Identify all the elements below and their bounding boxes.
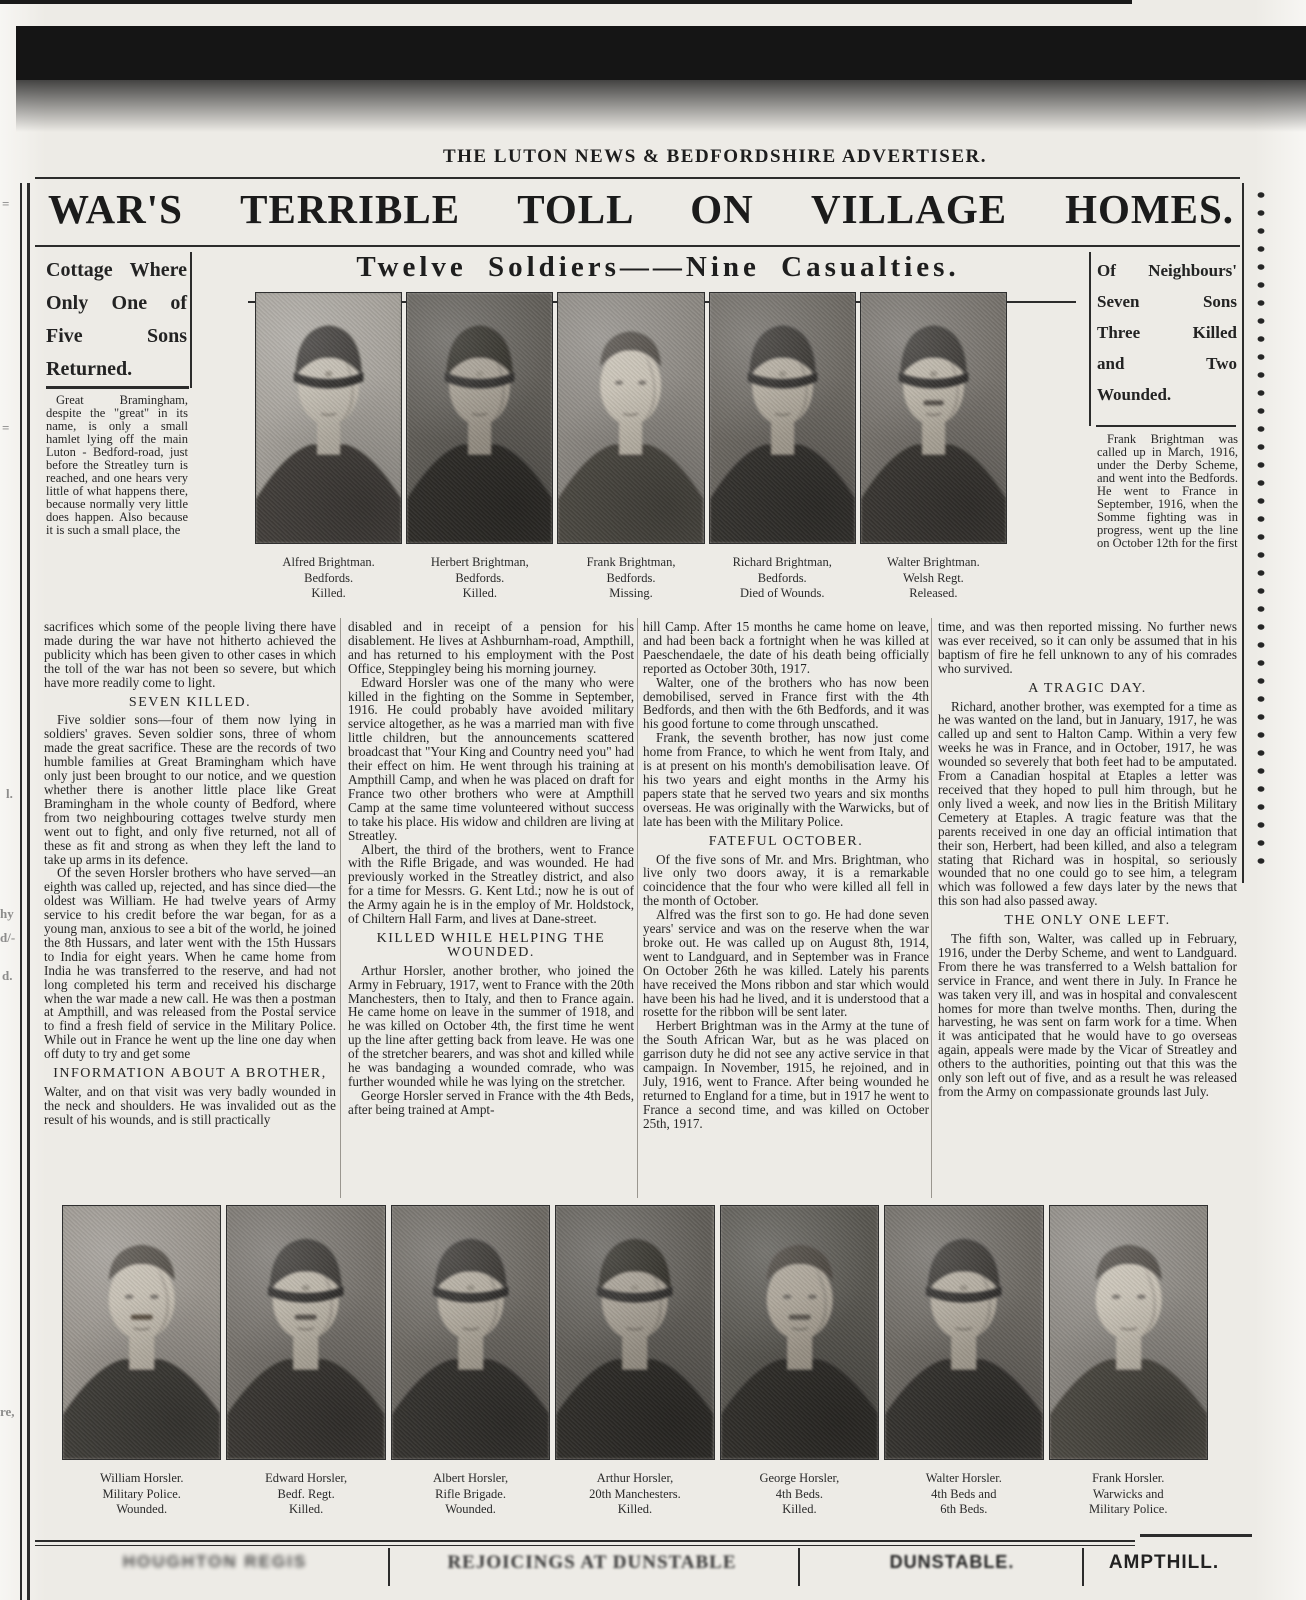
right-header-line: Seven Sons (1097, 292, 1237, 311)
photo-albert-horsler (391, 1205, 550, 1518)
crosshead: KILLED WHILE HELPING THE WOUNDED. (376, 930, 606, 960)
crosshead: SEVEN KILLED. (128, 694, 252, 710)
divider (1096, 425, 1236, 427)
portrait-photo (1049, 1205, 1208, 1460)
masthead-title: THE LUTON NEWS & BEDFORDSHIRE ADVERTISER. (442, 146, 988, 167)
left-frame-rule (20, 183, 22, 1600)
paragraph: Richard, another brother, was exempted for a time as he was wanted on the land, but in January, 1917, he was called up and sent to Halton Camp. Within a very few weeks he was in France, and in October, 1917, he was wounded so severely that both feet had to be amputated. From a Canadian hospital at Etaples a letter was received that they hoped to pull him through, but he only lived a week, and now lies in the British Military Cemetery at Etaples. A tragic feature was that the parents received in one day an official intimation that their son, Herbert, had been killed, and also a telegram stating that Richard was in hospital, so seriously wounded that no one could go to see him, a telegram which was followed a few days later by the news that this son had also passed away. (938, 698, 1237, 909)
paragraph: Albert, the third of the brothers, went to France with the Rifle Brigade, and was wounded. He had previously worked in the Streatley district, and also for a time for Messrs. G. Kent Ltd.; now he is out of the Army again he is in the employ of Mr. Holdstock, of Chiltern Hall Farm, and lives at Dane-street. (348, 841, 634, 927)
left-panel-header (46, 254, 187, 386)
photo-caption (226, 1471, 385, 1518)
caption-status: Released. (909, 586, 958, 600)
crosshead: THE ONLY ONE LEFT. (1004, 913, 1171, 929)
portrait-photo (391, 1205, 550, 1460)
next-headline-blurred: HOUGHTON REGIS (122, 1552, 308, 1571)
left-header-line: Returned. (46, 358, 133, 380)
portrait-photo (884, 1205, 1043, 1460)
photo-caption (884, 1471, 1043, 1518)
paragraph: George Horsler served in France with the 4th Beds, after being trained at Ampt- (348, 1087, 634, 1117)
photo-frank-horsler (1049, 1205, 1208, 1518)
caption-status: Killed. (617, 1502, 653, 1516)
binding-perforation-dots (1249, 186, 1275, 876)
caption-unit: Welsh Regt. (903, 570, 964, 585)
photo-walter-brightman (860, 292, 1007, 602)
margin-bleed-mark: d/- (0, 930, 16, 945)
photo-edward-horsler (226, 1205, 385, 1518)
paragraph: Walter, and on that visit was very badly wounded in the neck and shoulders. He was invalided out as the result of his wounds, and is still practically (44, 1084, 336, 1127)
portrait-photo (709, 292, 856, 544)
article-column-3 (643, 620, 929, 1198)
left-header-line: Only One of (46, 292, 187, 314)
divider (190, 252, 192, 388)
caption-unit: 20th Manchesters. (589, 1486, 681, 1501)
photo-caption (406, 555, 553, 602)
caption-status: Military Police. (1089, 1502, 1168, 1516)
paragraph: The fifth son, Walter, was called up in February, 1916, under the Derby Scheme, and went to Landguard. From there he was transferred to a Welsh battalion for service in France, and went there in July. In France he was taken very ill, and was in hospital and convalescent homes for more than twelve months. Then, during the harvesting, he was sent on farm work for a time. When it was anticipated that he would have to go overseas again, appeals were made by the Vicar of Streatley and others to the authorities, pointing out that this was the only son left out of five, and as a result he was released from the Army on compassionate grounds last July. (938, 931, 1237, 1099)
scan-bar-fade (16, 80, 1306, 132)
caption-unit: Rifle Brigade. (435, 1486, 506, 1501)
caption-name: Herbert Brightman, (430, 555, 529, 569)
crosshead: INFORMATION ABOUT A BROTHER, (53, 1066, 327, 1082)
portrait-photo (557, 292, 704, 544)
margin-bleed-mark: l. (6, 786, 13, 801)
portrait-photo (406, 292, 553, 544)
caption-name: Frank Horsler. (1092, 1471, 1165, 1485)
caption-status: Killed. (288, 1502, 324, 1516)
photo-caption (1049, 1471, 1208, 1518)
paragraph: Frank, the seventh brother, has now just come home from France, to which he went from Italy, and is at present on his month's demobilisation leave. Of his two years and eight months in the Army his papers state that he served two years and six months overseas. He was originally with the Warwicks, but of late has been with the Military Police. (643, 730, 929, 829)
divider (35, 1545, 1135, 1546)
crosshead: A TRAGIC DAY. (1028, 680, 1147, 696)
left-header-line: Cottage Where (46, 259, 187, 281)
caption-unit: Bedfords. (304, 570, 354, 585)
photo-walter-horsler (884, 1205, 1043, 1518)
divider (1089, 252, 1091, 426)
photo-caption (62, 1471, 221, 1518)
column-rule (637, 618, 638, 1198)
column-rule (1082, 1548, 1084, 1586)
portrait-photo (555, 1205, 714, 1460)
margin-bleed-mark: re, (0, 1404, 15, 1419)
caption-status: Wounded. (445, 1502, 496, 1516)
column-rule (798, 1548, 800, 1586)
portrait-photo (226, 1205, 385, 1460)
column-rule (340, 618, 341, 1198)
portrait-photo (255, 292, 402, 544)
margin-bleed-mark: d. (2, 968, 13, 983)
caption-name: Alfred Brightman. (282, 555, 375, 569)
caption-name: Walter Brightman. (887, 555, 980, 569)
next-headline-rejoicings: REJOICINGS AT DUNSTABLE (447, 1552, 737, 1573)
paragraph: Great Bramingham, despite the "great" in its name, is only a small hamlet lying off the main Luton - Bedford-road, just before the Streatley turn is reached, and one hears very little of what happens there, because normally very little does happen. Also because it is such a small place, the (46, 394, 188, 537)
paragraph: disabled and in receipt of a pension for his disablement. He lives at Ashburnham-road, Ampthill, and has returned to his employment with the Post Office, Steppingley being his morning journey. (348, 620, 634, 676)
caption-name: George Horsler, (759, 1471, 840, 1485)
left-header-line: Five Sons (46, 325, 187, 347)
right-header-line: Three Killed (1097, 323, 1237, 342)
caption-name: Walter Horsler. (925, 1471, 1002, 1485)
photo-herbert-brightman (406, 292, 553, 602)
paragraph: hill Camp. After 15 months he came home on leave, and had been back a fortnight when he was killed at Paeschendaele, the date of his death being officially reported as October 30th, 1917. (643, 620, 929, 676)
caption-status: 6th Beds. (940, 1502, 988, 1516)
right-panel-header (1097, 255, 1237, 410)
paragraph: Herbert Brightman was in the Army at the tune of the South African War, but as he was placed on garrison duty he did not see any active service in that campaign. In November, 1915, he rejoined, and in July, 1916, went to France. After being wounded he returned to England for a time, but in 1917 he went to France a second time, and was killed on October 25th, 1917. (643, 1018, 929, 1131)
paragraph: Of the seven Horsler brothers who have served—an eighth was called up, rejected, and has since died—the oldest was William. He had twelve years of Army service to his credit before the war began, for as a young man, anxious to see a bit of the world, he joined the 8th Hussars, and later went with the 15th Hussars to India for eight years. When he came home from India he was transferred to the reserve, and had not long completed his term and received his discharge when the war made a new call. He was then a postman at Ampthill, and was released from the Postal service to find a fresh field of service in the Military Police. While out in France he went up the line one day when off duty to try and get some (44, 865, 336, 1062)
right-frame-rule (1242, 183, 1244, 883)
caption-status: Wounded. (116, 1502, 168, 1516)
caption-status: Killed. (311, 586, 346, 600)
caption-unit: 4th Beds and (931, 1486, 997, 1501)
left-panel-intro (46, 394, 188, 622)
caption-name: Frank Brightman, (586, 555, 676, 569)
photo-richard-brightman (709, 292, 856, 602)
caption-name: William Horsler. (99, 1471, 184, 1485)
photo-arthur-horsler (555, 1205, 714, 1518)
photo-caption (709, 555, 856, 602)
portrait-photo (860, 292, 1007, 544)
portrait-photo (62, 1205, 221, 1460)
photo-caption (391, 1471, 550, 1518)
caption-unit: Military Police. (102, 1486, 181, 1501)
article-column-4 (938, 620, 1237, 1198)
next-headline-ampthill: AMPTHILL. (1108, 1552, 1220, 1573)
portrait-photo (720, 1205, 879, 1460)
caption-name: Albert Horsler, (432, 1471, 509, 1485)
divider (1140, 1534, 1252, 1537)
top-photo-strip (255, 292, 1007, 602)
photo-caption (557, 555, 704, 602)
divider (35, 245, 1240, 247)
photo-caption (255, 555, 402, 602)
right-panel-intro (1097, 433, 1238, 619)
article-column-1 (44, 620, 336, 1198)
divider (35, 177, 1240, 179)
photo-william-horsler (62, 1205, 221, 1518)
divider (35, 1540, 1135, 1542)
left-frame-rule (27, 183, 30, 1600)
column-rule (388, 1548, 390, 1586)
photo-george-horsler (720, 1205, 879, 1518)
divider (46, 386, 189, 389)
right-header-line: Wounded. (1097, 385, 1172, 404)
paragraph: Frank Brightman was called up in March, 1916, under the Derby Scheme, and went into the Bedfords. He went to France in September, 1916, when the Somme fighting was in progress, went up the line on October 12th for the first (1097, 433, 1238, 550)
caption-unit: Bedfords. (606, 570, 656, 585)
paragraph: time, and was then reported missing. No further news was ever received, so it can only be assumed that in his baptism of fire he fell unknown to any of his comrades who survived. (938, 620, 1237, 676)
margin-bleed-mark: hy (0, 906, 14, 921)
caption-status: Missing. (609, 586, 653, 600)
caption-unit: Bedfords. (757, 570, 807, 585)
crosshead: FATEFUL OCTOBER. (708, 833, 864, 849)
photo-caption (555, 1471, 714, 1518)
photo-frank-brightman (557, 292, 704, 602)
margin-bleed-mark: = (2, 196, 10, 211)
paragraph: Alfred was the first son to go. He had done seven years' service and was on the reserve when the war broke out. He was called up on August 8th, 1914, went to Landguard, and in September was in France On October 26th he was killed. Lately his parents have received the Mons ribbon and star which would have been his had he lived, and it is understood that a rosette for the ribbon will be sent later. (643, 907, 929, 1020)
sub-headline: Twelve Soldiers——Nine Casualties. (356, 251, 960, 283)
caption-name: Richard Brightman, (732, 555, 832, 569)
caption-name: Arthur Horsler, (596, 1471, 674, 1485)
caption-unit: Bedf. Regt. (277, 1486, 335, 1501)
main-headline: WAR'S TERRIBLE TOLL ON VILLAGE HOMES. (48, 186, 1234, 232)
photo-caption (860, 555, 1007, 602)
paragraph: Arthur Horsler, another brother, who joined the Army in February, 1917, went to France with the 20th Manchesters, then to Italy, and then to France again. He came home on leave in the summer of 1918, and he was killed on October 4th, the first time he went up the line after getting back from leave. He was one of the stretcher bearers, and was shot and killed while he was bandaging a wounded comrade, who was further wounded while he was lying on the stretcher. (348, 962, 634, 1089)
paragraph: Of the five sons of Mr. and Mrs. Brightman, who live only two doors away, it is a remarkable coincidence that the four who were killed all fell in the month of October. (643, 851, 929, 909)
caption-name: Edward Horsler, (265, 1471, 348, 1485)
next-headline-dunstable: DUNSTABLE. (889, 1552, 1015, 1572)
bottom-photo-strip (62, 1205, 1208, 1518)
caption-status: Killed. (462, 586, 497, 600)
scan-black-bar (16, 26, 1306, 80)
right-header-line: and Two (1097, 354, 1237, 373)
photo-alfred-brightman (255, 292, 402, 602)
caption-unit: Bedfords. (455, 570, 505, 585)
photo-caption (720, 1471, 879, 1518)
caption-unit: 4th Beds. (775, 1486, 824, 1501)
paragraph: Five soldier sons—four of them now lying in soldiers' graves. Seven soldier sons, three of whom made the great sacrifice. These are the records of two humble families at Great Bramingham which have only just been brought to our notice, and we question whether there is another little place like Great Bramingham in the whole county of Bedford, where from two neighbouring cottages twelve sturdy men went out to fight, and only five returned, not all of these as fit and strong as when they left the land to take up arms in its defence. (44, 712, 336, 867)
paragraph: Edward Horsler was one of the many who were killed in the fighting on the Somme in September, 1916. He could probably have avoided military service altogether, as he was a married man with five little children, but the announcements scattered broadcast that "Your King and Country need you" had their effect on him. He went through his training at Ampthill Camp, and when he was placed on draft for France two other brothers who were at Ampthill Camp at the same time volunteered without success to take his place. His widow and children are living at Streatley. (348, 674, 634, 843)
column-rule (931, 618, 932, 1198)
paragraph: Walter, one of the brothers who has now been demobilised, served in France first with the 4th Bedfords, and then with the 6th Bedfords, and it was his good fortune to come through unscathed. (643, 674, 929, 732)
caption-status: Died of Wounds. (739, 586, 825, 600)
scan-bottom-bar (0, 0, 1132, 4)
article-column-2 (348, 620, 634, 1198)
right-header-line: Of Neighbours' (1097, 261, 1237, 280)
margin-bleed-mark: = (2, 420, 10, 435)
caption-status: Killed. (782, 1502, 817, 1516)
paragraph: sacrifices which some of the people living there have made during the war have not hitherto achieved the publicity which has been given to other cases in which the toll of the war has not been so severe, but which have more readily come to light. (44, 620, 336, 690)
caption-unit: Warwicks and (1092, 1486, 1164, 1501)
